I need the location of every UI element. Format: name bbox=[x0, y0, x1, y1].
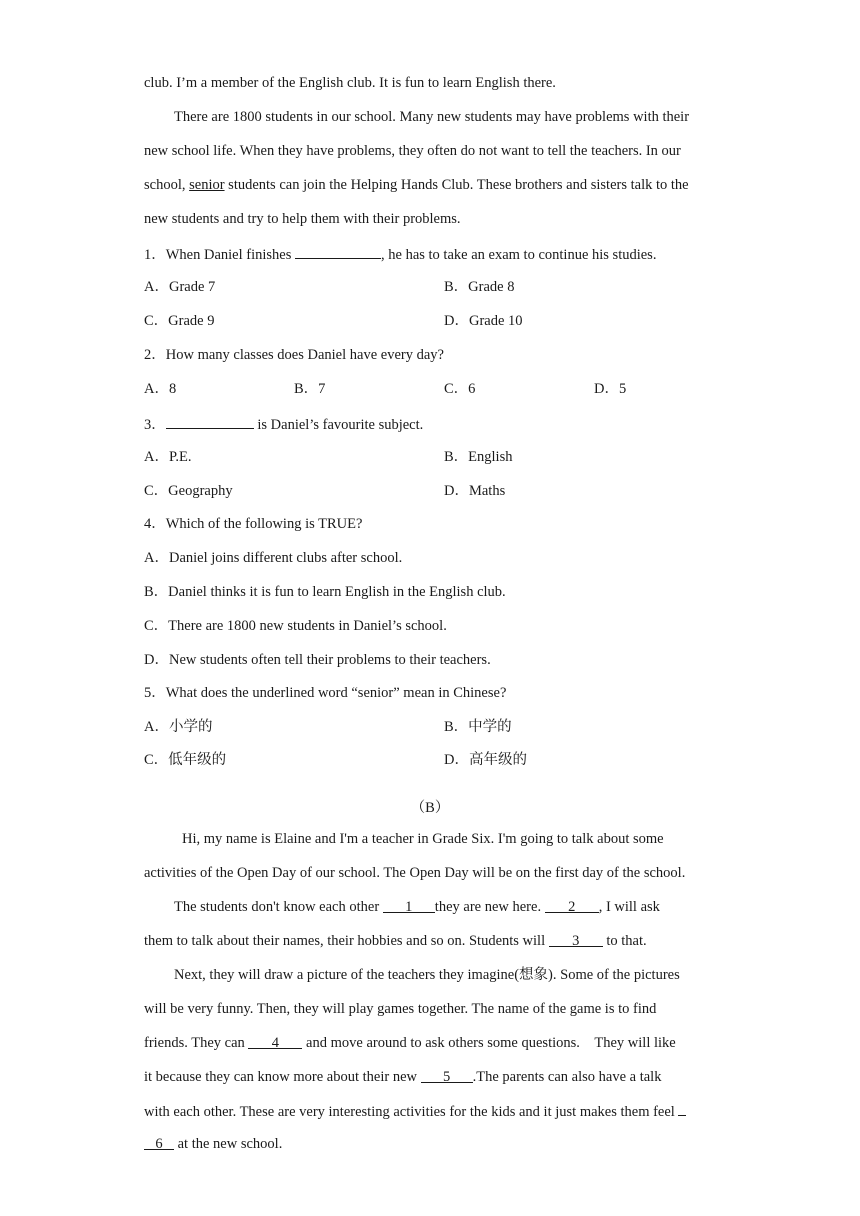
text: There are 1800 students in our school. Many new students may have problems with their bbox=[174, 109, 690, 125]
passage-a-line bbox=[144, 73, 556, 93]
option-b[interactable]: B．English bbox=[444, 449, 513, 465]
option-c[interactable]: C．低年级的 bbox=[144, 752, 227, 768]
option-a[interactable]: A．Grade 7 bbox=[144, 279, 216, 295]
cloze-blank-2[interactable]: 2 bbox=[545, 897, 599, 913]
question-stem: , he has to take an exam to continue his studies. bbox=[381, 247, 657, 263]
option-d[interactable]: D．Grade 10 bbox=[444, 313, 523, 329]
text: club. I’m a member of the English club. It is fun to learn English there. bbox=[144, 75, 556, 91]
question-4: 4．Which of the following is TRUE? bbox=[144, 516, 363, 532]
question-3: 3． is Daniel’s favourite subject. bbox=[144, 413, 423, 435]
cloze-blank-1[interactable]: 1 bbox=[383, 897, 435, 913]
option-d[interactable]: D．New students often tell their problems to their teachers. bbox=[144, 652, 491, 668]
passage-b-line: 6 at the new school. bbox=[144, 1134, 282, 1154]
passage-b-line: it because they can know more about their new 5 .The parents can also have a talk bbox=[144, 1069, 662, 1085]
option-c[interactable]: C．6 bbox=[444, 381, 476, 397]
option-d[interactable]: D．5 bbox=[594, 381, 627, 397]
answer-blank[interactable] bbox=[295, 243, 381, 259]
text: students can join the Helping Hands Club. These brothers and sisters talk to the bbox=[224, 177, 689, 193]
option-a[interactable]: A．Daniel joins different clubs after school. bbox=[144, 550, 403, 566]
option-c[interactable]: C．Grade 9 bbox=[144, 313, 215, 329]
option-a[interactable]: A．小学的 bbox=[144, 719, 213, 735]
option-a[interactable]: A．P.E. bbox=[144, 449, 192, 465]
passage-b-line: friends. They can 4 and move around to ask others some questions. They will like bbox=[144, 1035, 676, 1051]
option-c[interactable]: C．There are 1800 new students in Daniel’s school. bbox=[144, 618, 447, 634]
option-d[interactable]: D．高年级的 bbox=[444, 752, 527, 768]
section-b-title: （B） bbox=[410, 800, 450, 816]
passage-b-line: activities of the Open Day of our school. The Open Day will be on the first day of the school. bbox=[144, 865, 686, 881]
passage-a-line bbox=[144, 141, 681, 161]
passage-b-line: Hi, my name is Elaine and I'm a teacher in Grade Six. I'm going to talk about some bbox=[182, 831, 664, 847]
passage-a-line bbox=[144, 209, 461, 229]
question-1 bbox=[144, 243, 656, 265]
passage-b-line: The students don't know each other 1 they are new here. 2 , I will ask bbox=[174, 899, 660, 915]
passage-b-line: them to talk about their names, their hobbies and so on. Students will 3 to that. bbox=[144, 933, 647, 949]
question-2: 2．How many classes does Daniel have every day? bbox=[144, 347, 444, 363]
underlined-word-senior: senior bbox=[189, 177, 225, 193]
option-b[interactable]: B．7 bbox=[294, 381, 326, 397]
text: school, bbox=[144, 177, 190, 193]
passage-a-line bbox=[174, 107, 689, 127]
passage-b-line: will be very funny. Then, they will play games together. The name of the game is to find bbox=[144, 1001, 657, 1017]
passage-b-line: with each other. These are very interesting activities for the kids and it just makes them feel bbox=[144, 1100, 686, 1122]
option-a[interactable]: A．8 bbox=[144, 381, 177, 397]
text: new school life. When they have problems, they often do not want to tell the teachers. In our bbox=[144, 143, 681, 159]
cloze-blank-5[interactable]: 5 bbox=[421, 1067, 473, 1083]
cloze-blank-4[interactable]: 4 bbox=[248, 1033, 302, 1049]
cloze-blank-3[interactable]: 3 bbox=[549, 931, 603, 947]
question-5: 5．What does the underlined word “senior” mean in Chinese? bbox=[144, 685, 507, 701]
question-stem: 1．When Daniel finishes bbox=[144, 247, 296, 263]
option-b[interactable]: B．Daniel thinks it is fun to learn English in the English club. bbox=[144, 584, 506, 600]
cloze-blank-6[interactable]: 6 bbox=[144, 1134, 174, 1150]
option-b[interactable]: B．Grade 8 bbox=[444, 279, 515, 295]
cloze-blank-6-start bbox=[678, 1100, 686, 1116]
answer-blank[interactable] bbox=[166, 413, 254, 429]
option-b[interactable]: B．中学的 bbox=[444, 719, 512, 735]
passage-b-line: Next, they will draw a picture of the teachers they imagine(想象). Some of the pictures bbox=[174, 967, 680, 983]
option-d[interactable]: D．Maths bbox=[444, 483, 506, 499]
text: new students and try to help them with their problems. bbox=[144, 211, 461, 227]
option-c[interactable]: C．Geography bbox=[144, 483, 233, 499]
passage-a-line bbox=[144, 175, 689, 195]
